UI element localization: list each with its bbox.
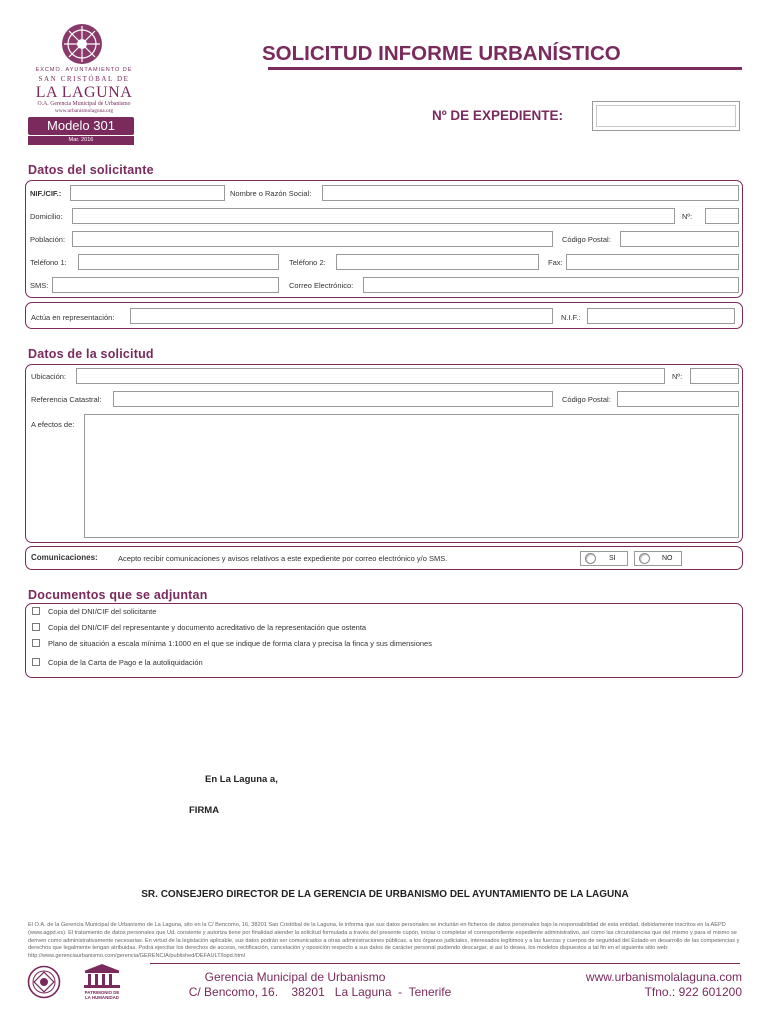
org-web: www.urbanismolaguna.org xyxy=(54,108,114,114)
doc-item-label: Copia de la Carta de Pago e la autoliquidación xyxy=(48,658,203,667)
cp-field[interactable] xyxy=(620,231,739,247)
org-sub: O.A. Gerencia Municipal de Urbanismo xyxy=(37,101,131,107)
si-radio[interactable] xyxy=(585,553,596,564)
org-line2: SAN CRISTÓBAL DE xyxy=(38,75,130,83)
org-line3: LA LAGUNA xyxy=(35,84,133,101)
nif-rep-field[interactable] xyxy=(587,308,735,324)
doc-checkbox[interactable] xyxy=(32,639,40,647)
doc-item-label: Copia del DNI/CIF del representante y documento acreditativo de la representación que ostenta xyxy=(48,623,367,632)
temple-icon xyxy=(82,963,122,989)
poblacion-field[interactable] xyxy=(72,231,553,247)
comunicaciones-label: Comunicaciones: xyxy=(31,553,98,562)
si-label: SI xyxy=(609,555,616,562)
doc-checkbox[interactable] xyxy=(32,658,40,666)
email-field[interactable] xyxy=(363,277,739,293)
domicilio-numero-field[interactable] xyxy=(705,208,739,224)
patrimonio-line2: LA HUMANIDAD xyxy=(85,995,119,1000)
solicitud-cp-field[interactable] xyxy=(617,391,739,407)
world-heritage-emblem-icon xyxy=(27,965,61,999)
representacion-label: Actúa en representación: xyxy=(31,313,115,322)
domicilio-label: Domicilio: xyxy=(30,212,63,221)
org-line1: EXCMO. AYUNTAMIENTO DE xyxy=(35,67,133,73)
doc-item-label: Plano de situación a escala mínima 1:1000 en el que se indique de forma clara y precisa la finca y sus dimensiones xyxy=(48,639,432,648)
footer-web[interactable]: www.urbanismolalaguna.com xyxy=(585,970,742,984)
ubicacion-label: Ubicación: xyxy=(31,372,67,381)
no-radio[interactable] xyxy=(639,553,650,564)
sms-label: SMS: xyxy=(30,281,49,290)
solicitud-cp-label: Código Postal: xyxy=(562,395,611,404)
legal-text: El O.A. de la Gerencia Municipal de Urbanismo de La Laguna, sito en la C/ Bencomo, 16, 38201 San Cristóbal de la Laguna, le informa que sus datos personales se incluirán en ficheros de datos personales bajo la responsabilidad de esta entidad, debidamente inscritos en la AEPD (www.agpd.es). El tratamiento de datos personales que Ud. consiente y autoriza tiene por finalidad atender la solicitud formulada a través del presente cupón, iniciar o completar el correspondiente expediente administrativo, así como las circunstancias que del mismo y para el mismo se deriven como administrativamente necesarias. En virtud de la legislación aplicable, sus datos podrán ser comunicados a otras administraciones públicas, a los órganos judiciales, interesados legítimos y a las fuerzas y cuerpos de seguridad del Estado en desarrollo de las competencias y derechos que legalmente tengan atribuidas. Podrá ejercitar los derechos de acceso, rectificación, cancelación y oposición respecto a sus datos de carácter personal pudiendo descargar, si así lo desea, los modelos dispuestos a tal fin en el siguiente sitio web: http://www.gerenciaurbanismo.com/gerencia/GERENCIA/published/DEFAULT/lopd.html xyxy=(28,922,740,960)
cp-label: Código Postal: xyxy=(562,235,611,244)
nombre-label: Nombre o Razón Social: xyxy=(230,189,312,198)
representacion-field[interactable] xyxy=(130,308,553,324)
nombre-field[interactable] xyxy=(322,185,739,201)
telefono1-label: Teléfono 1: xyxy=(30,258,67,267)
footer-divider xyxy=(150,963,740,964)
firma-label: FIRMA xyxy=(189,805,220,816)
catastral-label: Referencia Catastral: xyxy=(31,395,102,404)
section-heading-solicitud: Datos de la solicitud xyxy=(28,347,154,361)
footer-phone: Tfno.: 922 601200 xyxy=(644,985,742,999)
domicilio-field[interactable] xyxy=(72,208,675,224)
telefono2-label: Teléfono 2: xyxy=(289,258,326,267)
model-date: Mar. 2016 xyxy=(68,137,94,143)
domicilio-numero-label: Nº: xyxy=(682,212,693,221)
ubicacion-field[interactable] xyxy=(76,368,665,384)
municipal-logo xyxy=(28,18,168,114)
comunicaciones-text: Acepto recibir comunicaciones y avisos relativos a este expediente por correo electrónico y/o SMS. xyxy=(118,554,448,563)
telefono1-field[interactable] xyxy=(78,254,279,270)
fax-field[interactable] xyxy=(566,254,739,270)
sms-field[interactable] xyxy=(52,277,279,293)
unesco-logo xyxy=(78,963,126,1003)
no-option[interactable] xyxy=(634,551,682,566)
model-label: Modelo 301 xyxy=(47,118,115,133)
ubicacion-numero-field[interactable] xyxy=(690,368,739,384)
rose-window-icon xyxy=(60,22,104,66)
efectos-label: A efectos de: xyxy=(31,420,75,429)
doc-item-label: Copia del DNI/CIF del solicitante xyxy=(48,607,157,616)
model-date-strip xyxy=(28,136,134,145)
doc-checkbox[interactable] xyxy=(32,623,40,631)
footer-address: C/ Bencomo, 16. 38201 La Laguna - Tenerife xyxy=(188,985,452,999)
doc-checkbox[interactable] xyxy=(32,607,40,615)
firma-lugar: En La Laguna a, xyxy=(205,774,278,785)
efectos-textarea[interactable] xyxy=(84,414,739,538)
no-label: NO xyxy=(662,555,673,562)
si-option[interactable] xyxy=(580,551,628,566)
expediente-field-inner xyxy=(596,105,736,127)
destinatario: SR. CONSEJERO DIRECTOR DE LA GERENCIA DE URBANISMO DEL AYUNTAMIENTO DE LA LAGUNA xyxy=(141,889,629,900)
title-underline xyxy=(268,67,742,70)
telefono2-field[interactable] xyxy=(336,254,539,270)
section-heading-documentos: Documentos que se adjuntan xyxy=(28,588,208,602)
ubicacion-numero-label: Nº: xyxy=(672,372,683,381)
model-badge xyxy=(28,117,134,135)
expediente-label: Nº DE EXPEDIENTE: xyxy=(432,108,563,123)
nif-label: NIF./CIF.: xyxy=(30,189,62,198)
email-label: Correo Electrónico: xyxy=(289,281,354,290)
poblacion-label: Población: xyxy=(30,235,66,244)
section-heading-solicitante: Datos del solicitante xyxy=(28,163,154,177)
patrimonio-line1: PATRIMONIO DE xyxy=(84,990,120,995)
nif-field[interactable] xyxy=(70,185,225,201)
page-title: SOLICITUD INFORME URBANÍSTICO xyxy=(262,42,621,65)
footer-gerencia: Gerencia Municipal de Urbanismo xyxy=(204,970,386,984)
nif-rep-label: N.I.F.: xyxy=(561,313,581,322)
fax-label: Fax: xyxy=(548,258,563,267)
catastral-field[interactable] xyxy=(113,391,553,407)
